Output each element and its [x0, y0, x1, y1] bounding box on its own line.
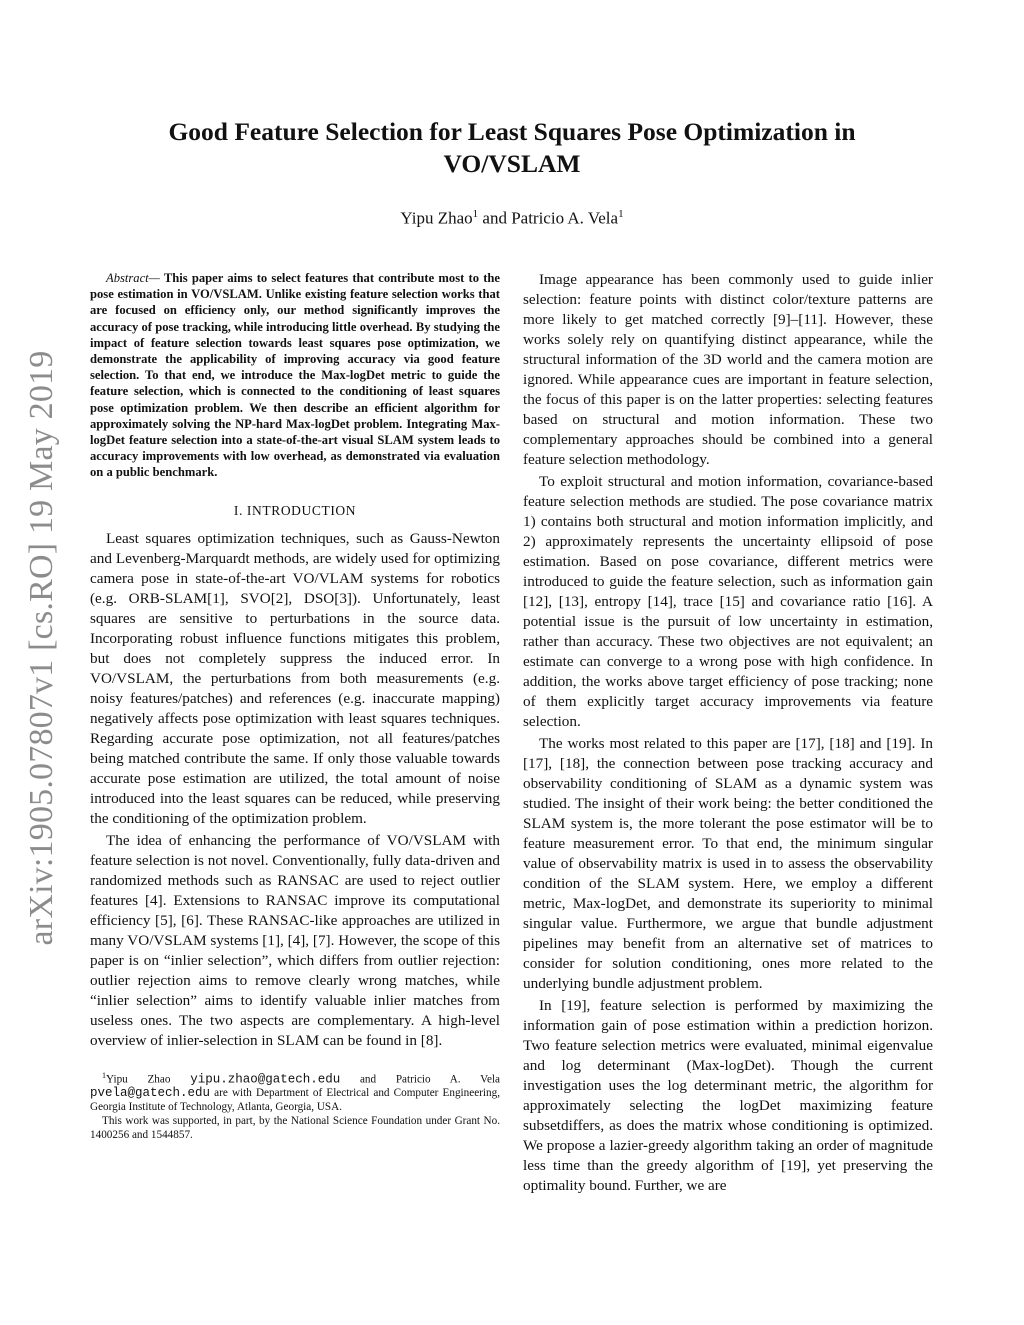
- right-column: [523, 270, 933, 1198]
- author-list: [110, 208, 914, 229]
- arxiv-identifier: arXiv:1905.07807v1 [cs.RO] 19 May 2019: [23, 350, 60, 946]
- paragraph: Least squares optimization techniques, such as Gauss-Newton and Levenberg-Marquardt methods, are widely used for optimizing camera pose in state-of-the-art VO/VLAM systems for robotics (e.g. ORB-SLAM[1], SVO[2], DSO[3]). Unfortunately, least squares are sensitive to perturbations in the source data. Incorporating robust influence functions mitigates this problem, but does not completely suppress the induced error. In VO/VSLAM, the perturbations from both measurements (e.g. noisy features/patches) and references (e.g. inaccurate mapping) negatively affects pose optimization with least squares techniques. Regarding accurate pose optimization, not all features/patches being matched contribute the same. If only those valuable towards accurate pose estimation are utilized, the total amount of noise introduced into the least squares can be reduced, while preserving the conditioning of the optimization problem.: [90, 529, 500, 827]
- arxiv-sidebar: [2, 342, 82, 954]
- paper-title: Good Feature Selection for Least Squares Pose Optimization in VO/VSLAM: [168, 117, 856, 178]
- author-affiliation-mark: 1: [472, 208, 479, 220]
- paragraph: In [19], feature selection is performed by maximizing the information gain of pose estimation within a prediction horizon. Two feature selection metrics were evaluated, minimal eigenvalue and log determinant (Max-logDet). Though the current investigation uses the log determinant metric, the algorithm for approximately selecting the logDet maximizing feature subsetdiffers, as does the matrix whose conditioning is optimized. We propose a lazier-greedy algorithm taking an order of magnitude less time than the greedy algorithm of [19], yet preserving the optimality bound. Further, we are: [523, 997, 933, 1194]
- abstract: [90, 270, 500, 481]
- paragraph: To exploit structural and motion information, covariance-based feature selection methods are studied. The pose covariance matrix 1) contains both structural and motion information implicitly, and 2) approximately represents the uncertainty ellipsoid of pose estimation. Based on pose covariance, different metrics were introduced to guide the feature selection, such as information gain [12], [13], entropy [14], trace [15] and covariance ratio [16]. A potential issue is the pursuit of low uncertainty in estimation, rather than accuracy. These two objectives are not equivalent; an estimate can converge to a wrong pose with high confidence. In addition, the works above target efficiency of pose tracking; none of them explicitly target accuracy improvements via feature selection.: [523, 473, 933, 730]
- paragraph: The works most related to this paper are [17], [18] and [19]. In [17], [18], the connection between pose tracking accuracy and observability conditioning of SLAM as a dynamic system was studied. The insight of their work being: the better conditioned the SLAM system is, the more tolerant the pose estimator will be to feature measurement error. To that end, the minimum singular value of observability matrix is used in to assess the observability condition of the SLAM system. Here, we employ a different metric, Max-logDet, and demonstrate its superiority to minimal singular value. Furthermore, we argue that bundle adjustment pipelines may benefit from an alternative set of matrices to consider for solution conditioning, ones more related to the underlying bundle adjustment problem.: [523, 735, 933, 992]
- paragraph: The idea of enhancing the performance of VO/VSLAM with feature selection is not novel. Conventionally, fully data-driven and randomized methods such as RANSAC are used to reject outlier features [4]. Extensions to RANSAC improve its computational efficiency [5], [6]. These RANSAC-like approaches are utilized in many VO/VSLAM systems [1], [4], [7]. However, the scope of this paper is on “inlier selection”, which differs from outlier rejection: outlier rejection aims to remove clearly wrong matches, while “inlier selection” aims to identify valuable inlier matches from useless ones. The two aspects are complementary. A high-level overview of inlier-selection in SLAM can be found in [8].: [90, 831, 500, 1049]
- author-name: Patricio A. Vela: [511, 208, 619, 228]
- footnote-name: Yipu Zhao: [106, 1073, 171, 1086]
- paragraph: Image appearance has been commonly used to guide inlier selection: feature points with distinct color/texture patterns are more likely to get matched correctly [9]–[11]. However, these works solely rely on quantifying distinct appearance, while the structural information of the 3D world and the camera motion are ignored. While appearance cues are important in feature selection, the focus of this paper is on the latter properties: selecting features based on structural and motion information. These two complementary approaches should be combined into a general feature selection methodology.: [523, 271, 933, 468]
- author-name: Yipu Zhao: [400, 208, 473, 228]
- left-column: [90, 270, 500, 1142]
- footnote-authors: [90, 1069, 500, 1115]
- footnote-funding: This work was supported, in part, by the National Science Foundation under Grant No. 1400256 and 1544857.: [90, 1115, 500, 1142]
- email-link[interactable]: pvela@gatech.edu: [90, 1086, 211, 1101]
- footnote-and: and Patricio A. Vela: [340, 1073, 501, 1086]
- abstract-text: This paper aims to select features that contribute most to the pose estimation in VO/VSLAM. Unlike existing feature selection works that are focused on efficiency only, our method significantly improves the accuracy of pose tracking, while introducing little overhead. By studying the impact of feature selection towards least squares pose optimization, we demonstrate the applicability of improving accuracy via good feature selection. To that end, we introduce the Max-logDet metric to guide the feature selection, which is connected to the conditioning of least squares pose optimization problem. We then describe an efficient algorithm for approximately solving the NP-hard Max-logDet problem. Integrating Max-logDet feature selection into a state-of-the-art visual SLAM system leads to accuracy improvements with low overhead, as demonstrated via evaluation on a public benchmark.: [90, 271, 500, 480]
- footnote-mark: 1: [102, 1070, 106, 1080]
- abstract-label: Abstract—: [106, 271, 160, 285]
- footnote-affiliation: are with Department of Electrical and Computer Engineering, Georgia Institute of Technology, Atlanta, Georgia, USA.: [90, 1087, 500, 1114]
- email-link[interactable]: yipu.zhao@gatech.edu: [190, 1072, 341, 1087]
- section-heading: I. INTRODUCTION: [233, 502, 357, 518]
- author-affiliation-mark: 1: [618, 208, 624, 220]
- footnote: [90, 1069, 500, 1143]
- author-joiner: and: [478, 208, 512, 228]
